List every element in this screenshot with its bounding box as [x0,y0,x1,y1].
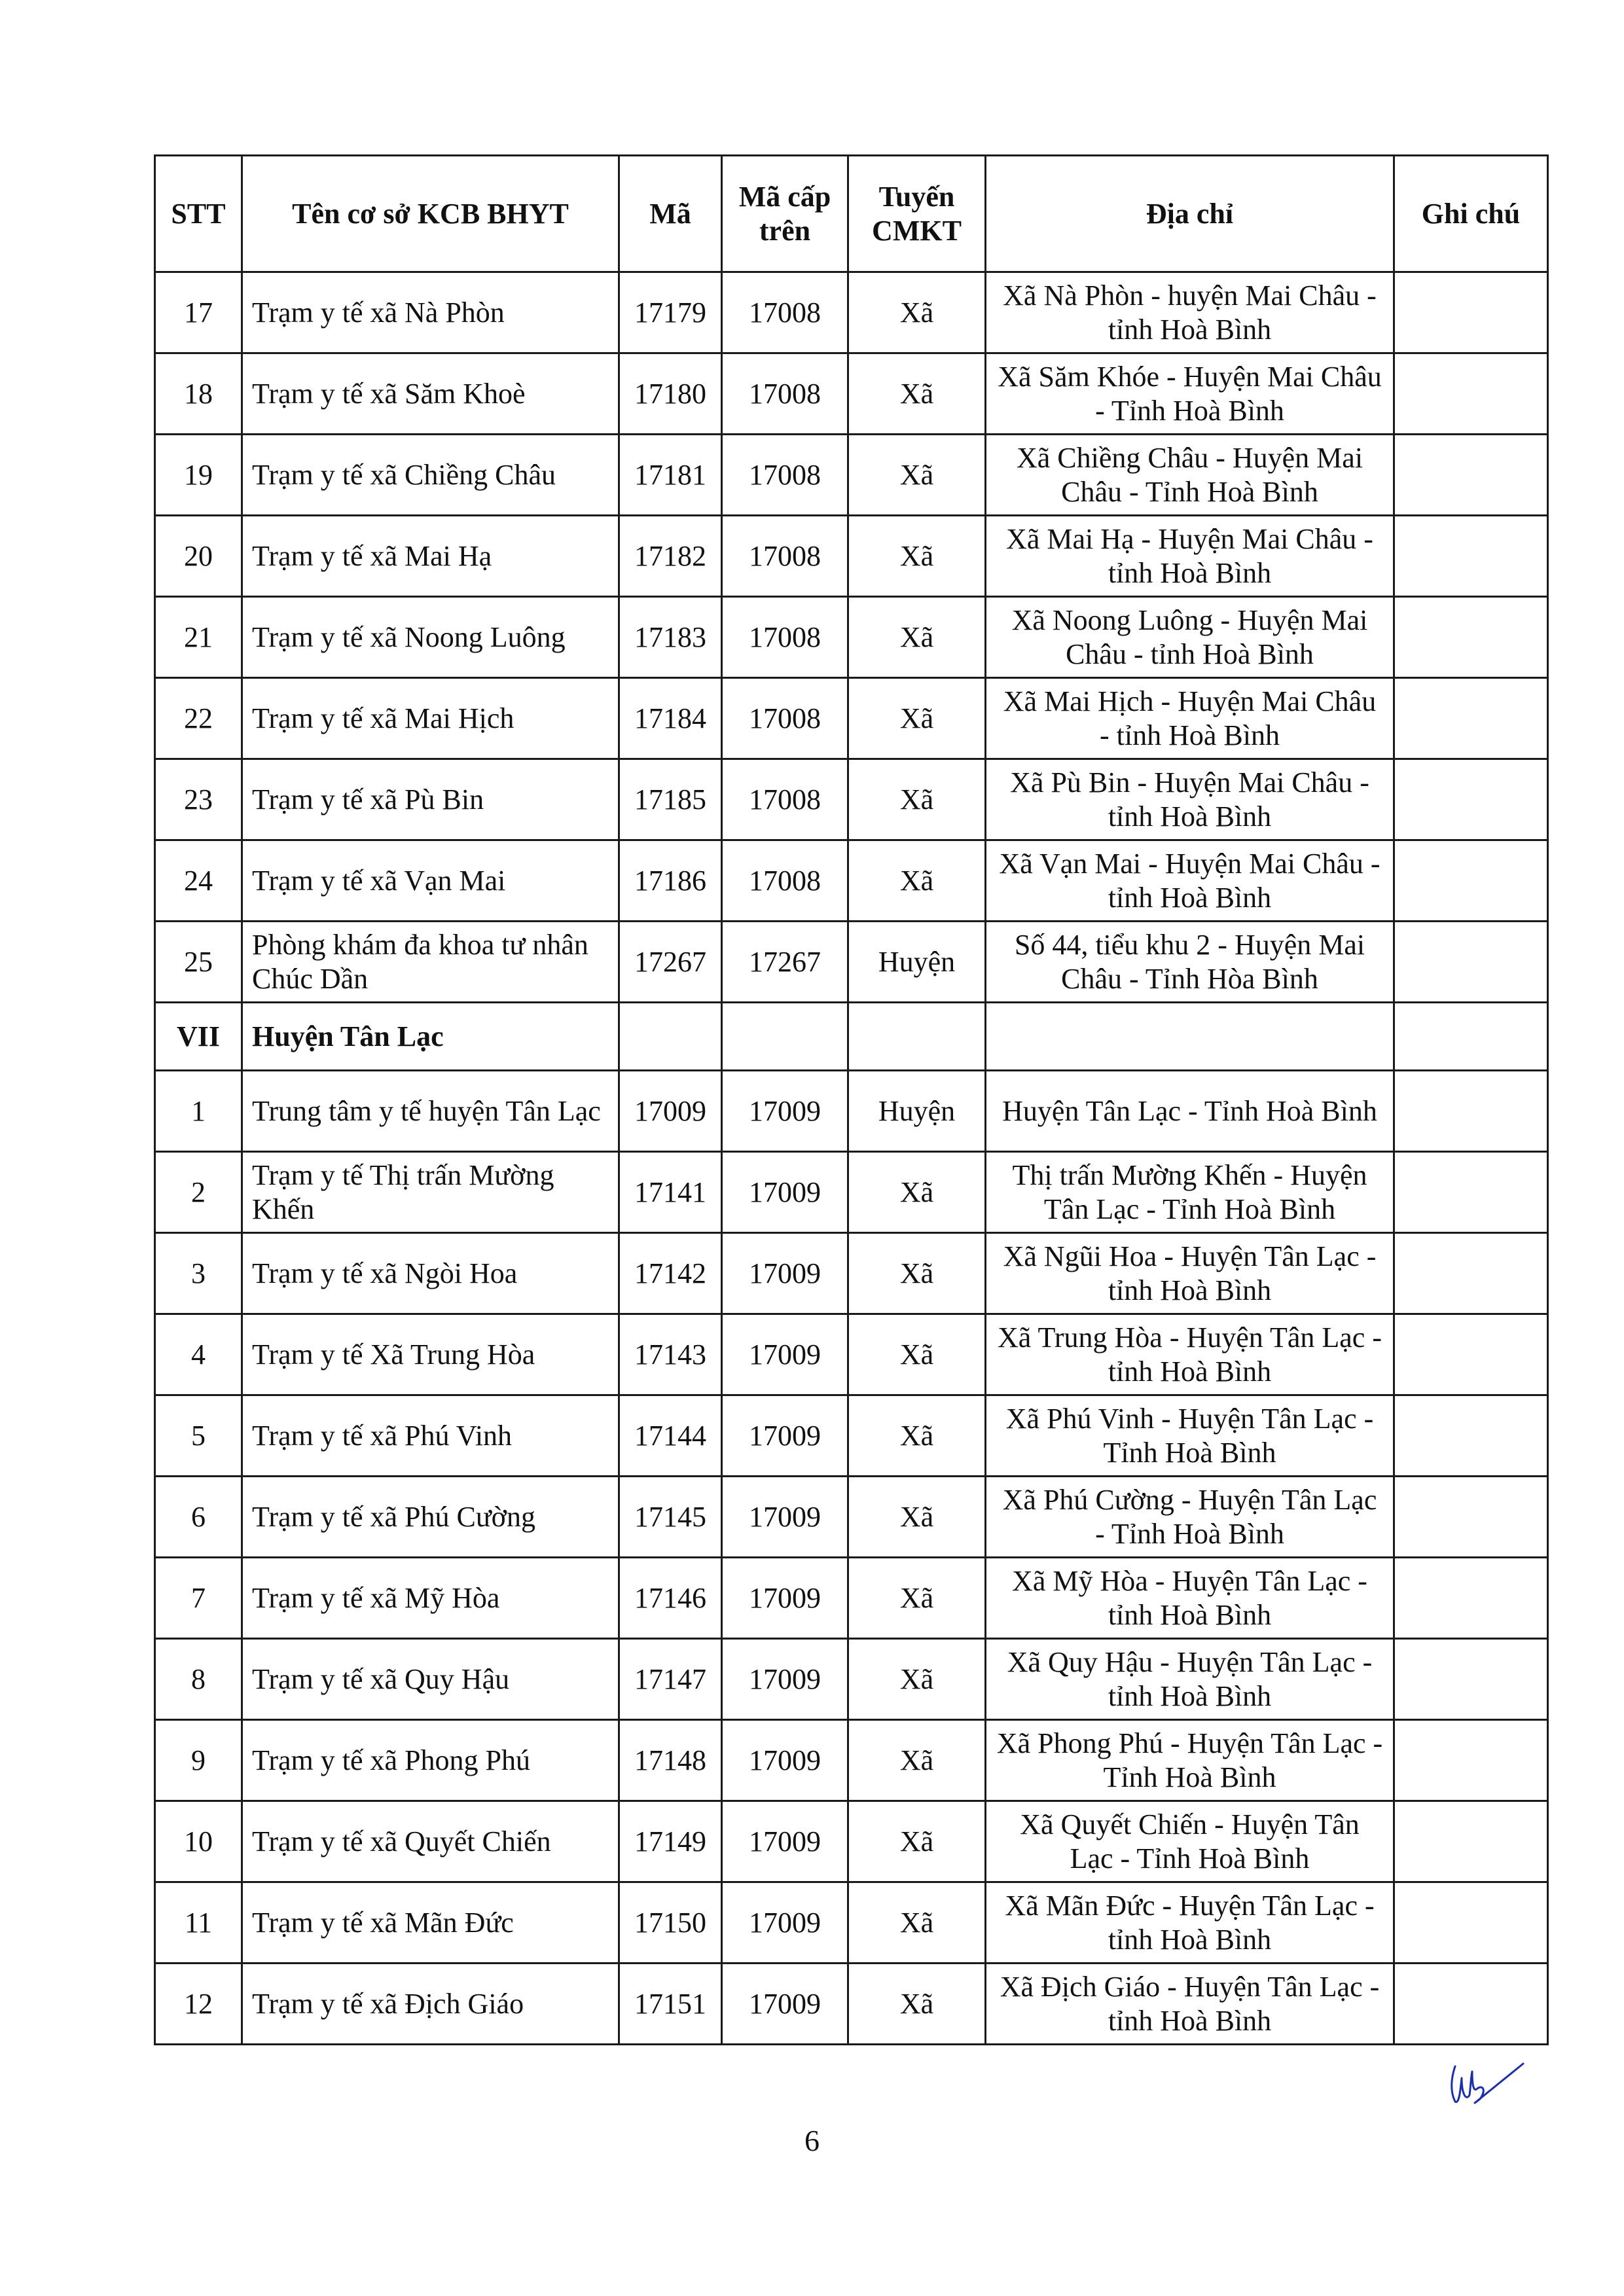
cell-facility-name: Trạm y tế xã Vạn Mai [242,840,619,922]
table-row [155,1395,1548,1477]
cell-facility-name: Trạm y tế xã Mỹ Hòa [242,1558,619,1639]
section-number: VII [155,1003,242,1071]
cell-level: Xã [848,840,986,922]
cell-note [1394,1314,1548,1395]
cell-note [1394,1882,1548,1964]
cell-note [1394,1152,1548,1233]
cell-address: Xã Ngũi Hoa - Huyện Tân Lạc - tỉnh Hoà Bình [986,1233,1394,1314]
cell-address: Xã Vạn Mai - Huyện Mai Châu - tỉnh Hoà Bình [986,840,1394,922]
cell-stt: 21 [155,597,242,678]
cell-parent-code: 17009 [722,1801,848,1882]
cell-address: Xã Mỹ Hòa - Huyện Tân Lạc - tỉnh Hoà Bình [986,1558,1394,1639]
cell-note [1394,516,1548,597]
cell-facility-name: Trạm y tế xã Nà Phòn [242,272,619,353]
cell-parent-code: 17008 [722,353,848,435]
cell-parent-code: 17009 [722,1233,848,1314]
header-code: Mã [619,156,722,272]
table-row [155,1071,1548,1152]
cell-address: Xã Mai Hịch - Huyện Mai Châu - tỉnh Hoà Bình [986,678,1394,759]
cell-facility-name: Trạm y tế xã Mãn Đức [242,1882,619,1964]
cell-note [1394,435,1548,516]
cell-parent-code: 17008 [722,597,848,678]
cell-facility-name: Phòng khám đa khoa tư nhân Chúc Dần [242,922,619,1003]
cell-level: Xã [848,1395,986,1477]
cell-parent-code: 17009 [722,1558,848,1639]
cell-facility-name: Trạm y tế xã Phong Phú [242,1720,619,1801]
cell-parent-code: 17008 [722,840,848,922]
cell-stt: 24 [155,840,242,922]
cell-code: 17149 [619,1801,722,1882]
header-address: Địa chỉ [986,156,1394,272]
cell-note [1394,1964,1548,2045]
section-empty-cell [1394,1003,1548,1071]
table-row [155,1558,1548,1639]
cell-parent-code: 17008 [722,435,848,516]
cell-parent-code: 17008 [722,272,848,353]
cell-note [1394,759,1548,840]
cell-stt: 23 [155,759,242,840]
cell-code: 17147 [619,1639,722,1720]
cell-parent-code: 17009 [722,1314,848,1395]
cell-code: 17145 [619,1477,722,1558]
cell-note [1394,678,1548,759]
cell-code: 17181 [619,435,722,516]
header-level: Tuyến CMKT [848,156,986,272]
cell-note [1394,840,1548,922]
table-row [155,272,1548,353]
cell-note [1394,1639,1548,1720]
cell-level: Xã [848,1152,986,1233]
kcb-facility-table [154,154,1549,2045]
cell-facility-name: Trạm y tế Thị trấn Mường Khến [242,1152,619,1233]
cell-code: 17144 [619,1395,722,1477]
cell-level: Xã [848,1558,986,1639]
cell-code: 17009 [619,1071,722,1152]
cell-address: Xã Phú Vinh - Huyện Tân Lạc - Tỉnh Hoà Bình [986,1395,1394,1477]
section-empty-cell [722,1003,848,1071]
cell-address: Xã Phú Cường - Huyện Tân Lạc - Tỉnh Hoà Bình [986,1477,1394,1558]
cell-facility-name: Trạm y tế xã Quy Hậu [242,1639,619,1720]
cell-level: Xã [848,1801,986,1882]
page-number: 6 [804,2124,820,2157]
cell-address: Huyện Tân Lạc - Tỉnh Hoà Bình [986,1071,1394,1152]
section-empty-cell [619,1003,722,1071]
cell-level: Xã [848,1639,986,1720]
table-row [155,840,1548,922]
cell-facility-name: Trạm y tế Xã Trung Hòa [242,1314,619,1395]
cell-level: Xã [848,759,986,840]
cell-level: Xã [848,1477,986,1558]
cell-address: Xã Săm Khóe - Huyện Mai Châu - Tỉnh Hoà Bình [986,353,1394,435]
cell-address: Xã Pù Bin - Huyện Mai Châu - tỉnh Hoà Bình [986,759,1394,840]
cell-parent-code: 17009 [722,1152,848,1233]
cell-level: Xã [848,1233,986,1314]
cell-stt: 5 [155,1395,242,1477]
cell-parent-code: 17009 [722,1882,848,1964]
cell-stt: 20 [155,516,242,597]
cell-facility-name: Trạm y tế xã Săm Khoè [242,353,619,435]
cell-stt: 2 [155,1152,242,1233]
cell-code: 17180 [619,353,722,435]
table-row [155,1882,1548,1964]
cell-stt: 3 [155,1233,242,1314]
table-row [155,1314,1548,1395]
header-parent-code: Mã cấp trên [722,156,848,272]
cell-stt: 11 [155,1882,242,1964]
table-row [155,1639,1548,1720]
cell-code: 17146 [619,1558,722,1639]
cell-address: Xã Mãn Đức - Huyện Tân Lạc - tỉnh Hoà Bình [986,1882,1394,1964]
table-row [155,516,1548,597]
cell-stt: 17 [155,272,242,353]
cell-note [1394,597,1548,678]
cell-facility-name: Trạm y tế xã Pù Bin [242,759,619,840]
table-row [155,597,1548,678]
cell-stt: 1 [155,1071,242,1152]
cell-address: Xã Noong Luông - Huyện Mai Châu - tỉnh Hoà Bình [986,597,1394,678]
table-row [155,678,1548,759]
cell-level: Xã [848,1720,986,1801]
cell-address: Xã Phong Phú - Huyện Tân Lạc - Tỉnh Hoà Bình [986,1720,1394,1801]
cell-address: Xã Chiềng Châu - Huyện Mai Châu - Tỉnh Hoà Bình [986,435,1394,516]
cell-stt: 18 [155,353,242,435]
table-header-row [155,156,1548,272]
cell-code: 17142 [619,1233,722,1314]
cell-parent-code: 17267 [722,922,848,1003]
cell-address: Xã Quyết Chiến - Huyện Tân Lạc - Tỉnh Hoà Bình [986,1801,1394,1882]
cell-code: 17185 [619,759,722,840]
cell-address: Xã Địch Giáo - Huyện Tân Lạc - tỉnh Hoà Bình [986,1964,1394,2045]
cell-code: 17151 [619,1964,722,2045]
cell-parent-code: 17009 [722,1071,848,1152]
cell-address: Thị trấn Mường Khến - Huyện Tân Lạc - Tỉnh Hoà Bình [986,1152,1394,1233]
cell-stt: 4 [155,1314,242,1395]
cell-address: Xã Mai Hạ - Huyện Mai Châu - tỉnh Hoà Bình [986,516,1394,597]
cell-stt: 9 [155,1720,242,1801]
cell-code: 17186 [619,840,722,922]
cell-level: Huyện [848,1071,986,1152]
header-note: Ghi chú [1394,156,1548,272]
cell-facility-name: Trung tâm y tế huyện Tân Lạc [242,1071,619,1152]
cell-parent-code: 17009 [722,1720,848,1801]
cell-note [1394,1395,1548,1477]
cell-parent-code: 17009 [722,1639,848,1720]
table-row [155,922,1548,1003]
table-row [155,1233,1548,1314]
table-body [155,272,1548,2045]
cell-address: Xã Nà Phòn - huyện Mai Châu - tỉnh Hoà Bình [986,272,1394,353]
cell-facility-name: Trạm y tế xã Quyết Chiến [242,1801,619,1882]
cell-note [1394,1477,1548,1558]
cell-code: 17150 [619,1882,722,1964]
cell-level: Xã [848,678,986,759]
cell-parent-code: 17009 [722,1477,848,1558]
cell-stt: 8 [155,1639,242,1720]
cell-note [1394,1801,1548,1882]
table-row [155,1964,1548,2045]
section-empty-cell [986,1003,1394,1071]
cell-facility-name: Trạm y tế xã Phú Vinh [242,1395,619,1477]
cell-stt: 7 [155,1558,242,1639]
cell-note [1394,1558,1548,1639]
cell-note [1394,1071,1548,1152]
section-title: Huyện Tân Lạc [242,1003,619,1071]
cell-note [1394,1720,1548,1801]
cell-level: Xã [848,1314,986,1395]
section-empty-cell [848,1003,986,1071]
cell-stt: 22 [155,678,242,759]
cell-stt: 25 [155,922,242,1003]
cell-code: 17182 [619,516,722,597]
cell-level: Xã [848,435,986,516]
cell-note [1394,922,1548,1003]
cell-level: Xã [848,353,986,435]
cell-address: Số 44, tiểu khu 2 - Huyện Mai Châu - Tỉnh Hòa Bình [986,922,1394,1003]
cell-code: 17143 [619,1314,722,1395]
cell-note [1394,353,1548,435]
cell-level: Xã [848,272,986,353]
cell-parent-code: 17008 [722,759,848,840]
cell-code: 17179 [619,272,722,353]
cell-note [1394,272,1548,353]
cell-code: 17148 [619,1720,722,1801]
table-row [155,1801,1548,1882]
cell-facility-name: Trạm y tế xã Địch Giáo [242,1964,619,2045]
cell-stt: 6 [155,1477,242,1558]
cell-level: Xã [848,1964,986,2045]
header-facility-name: Tên cơ sở KCB BHYT [242,156,619,272]
cell-address: Xã Trung Hòa - Huyện Tân Lạc - tỉnh Hoà Bình [986,1314,1394,1395]
cell-facility-name: Trạm y tế xã Mai Hạ [242,516,619,597]
cell-parent-code: 17008 [722,678,848,759]
section-row [155,1003,1548,1071]
cell-facility-name: Trạm y tế xã Mai Hịch [242,678,619,759]
cell-stt: 10 [155,1801,242,1882]
table-row [155,1477,1548,1558]
cell-note [1394,1233,1548,1314]
cell-facility-name: Trạm y tế xã Ngòi Hoa [242,1233,619,1314]
signature-mark [1437,2058,1542,2111]
cell-stt: 12 [155,1964,242,2045]
cell-stt: 19 [155,435,242,516]
cell-code: 17183 [619,597,722,678]
table-row [155,759,1548,840]
cell-level: Xã [848,1882,986,1964]
cell-parent-code: 17009 [722,1395,848,1477]
cell-level: Xã [848,597,986,678]
cell-facility-name: Trạm y tế xã Phú Cường [242,1477,619,1558]
cell-parent-code: 17008 [722,516,848,597]
table-row [155,1152,1548,1233]
cell-code: 17141 [619,1152,722,1233]
table-row [155,435,1548,516]
cell-facility-name: Trạm y tế xã Chiềng Châu [242,435,619,516]
cell-level: Huyện [848,922,986,1003]
cell-parent-code: 17009 [722,1964,848,2045]
cell-facility-name: Trạm y tế xã Noong Luông [242,597,619,678]
table-row [155,353,1548,435]
cell-address: Xã Quy Hậu - Huyện Tân Lạc - tỉnh Hoà Bình [986,1639,1394,1720]
cell-code: 17184 [619,678,722,759]
header-stt: STT [155,156,242,272]
cell-code: 17267 [619,922,722,1003]
cell-level: Xã [848,516,986,597]
table-row [155,1720,1548,1801]
